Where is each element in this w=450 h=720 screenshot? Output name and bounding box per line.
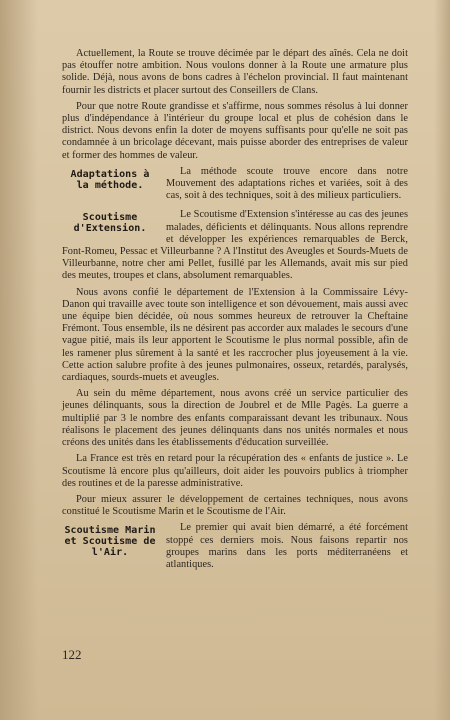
section-extension xyxy=(62,209,408,286)
page-number: 122 xyxy=(62,647,82,662)
side-heading: Scoutisme Marin et Scoutisme de l'Air. xyxy=(64,525,156,559)
side-heading: Scoutisme d'Extension. xyxy=(73,212,147,235)
paragraph: Pour que notre Route grandisse et s'affirme, nous sommes résolus à lui donner plus d'indépendance à l'intérieur du groupe local et plus de cohésion dans le district. Nous devons enfin la doter de moyens suffisants pour qu'elle ne soit pas condamnée à un bricolage décevant, mais puisse aborder des entreprises de valeur et former des hommes de valeur. xyxy=(62,100,408,161)
paragraph: Le premier qui avait bien démarré, a été forcément stoppé ces derniers mois. Nous faisons repartir nos groupes marins dans les ports méditerranéens et atlantiques. xyxy=(166,522,408,570)
paragraph: Au sein du même département, nous avons créé un service particulier des jeunes délinquants, sous la direction de Joubrel et de Mlle Pagès. La guerre a multiplié par 3 le nombre des enfants comparaissant devant les tribunaux. Nous réalisons le placement des jeunes délinquants dans nos unités normales et nous créons des unités dans les établissements d'éducation surveillée. xyxy=(62,388,408,449)
binding-shadow xyxy=(0,0,38,720)
section-marin-air xyxy=(62,522,408,575)
paragraph: La méthode scoute trouve encore dans notre Mouvement des adaptations riches et variées, soit à des cas, soit à des techniques, soit à des milieux particuliers. xyxy=(166,165,408,202)
paragraph: Le Scoutisme d'Extension s'intéresse au cas des jeunes malades, déficients et délinquants. Nous allons reprendre et développer les expériences remarquables de Berck, Font-Romeu, Pessac et Villeurbanne ? A l'Institut des Aveugles et Sourds-Muets de Villeurbanne, notre cher ami Pellet, fusillé par les Allemands, avait mis sur pied des meutes, troupes et clans, absolument remarquables. xyxy=(62,209,408,282)
paragraph: Actuellement, la Route se trouve décimée par le départ des aînés. Cela ne doit pas étouffer notre ambition. Nous voulons donner à la Route une armature plus solide. Déjà, nous avons de bons cadres à l'échelon provincial. Il faut maintenant fournir les districts et placer surtout des Conseillers de Clans. xyxy=(62,48,408,96)
section-adaptations xyxy=(62,166,408,207)
paragraph: Nous avons confié le département de l'Extension à la Commissaire Lévy-Danon qui travaille avec toute son intelligence et son dévouement, mais aussi avec une équipe bien décidée, où nous sommes heureux de retrouver la Cheftaine Frémont. Tous ensemble, ils ne désirent pas accorder aux malades le secours d'une vague pitié, mais ils leur apportent le Scoutisme le plus normal possible, afin de les ramener plus sûrement à la santé et les raccrocher plus joyeusement à la vie. Cette action salubre profite à des jeunes pulmonaires, osseux, retardés, paralysés, cardiaques, sourds-muets et aveugles. xyxy=(62,286,408,384)
side-heading: Adaptations à la méthode. xyxy=(70,168,150,191)
page-body xyxy=(62,48,408,575)
edge-shadow xyxy=(434,0,450,720)
paragraph: La France est très en retard pour la récupération des « enfants de justice ». Le Scoutisme là encore plus qu'ailleurs, doit aider les pouvoirs publics à triompher des routines et de la paresse administrative. xyxy=(62,453,408,489)
paragraph: Pour mieux assurer le développement de certaines techniques, nous avons constitué le Scoutisme Marin et le Scoutisme de l'Air. xyxy=(62,493,408,518)
